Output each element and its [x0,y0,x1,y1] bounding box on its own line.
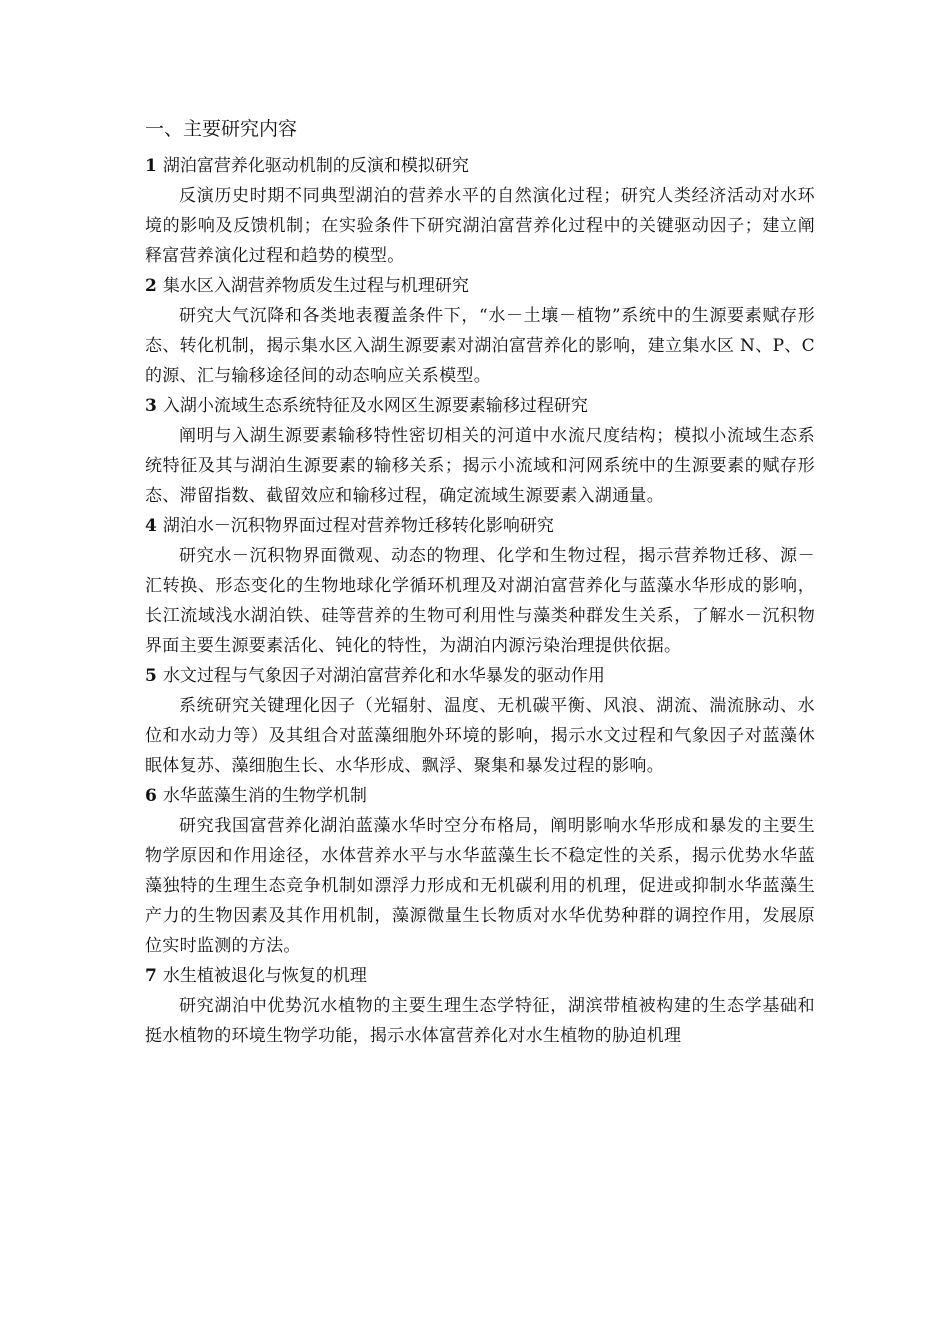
section-heading [145,511,815,541]
section-title: 入湖小流域生态系统特征及水网区生源要素输移过程研究 [162,396,588,416]
section-heading [145,661,815,691]
section-1 [145,151,815,271]
section-2 [145,271,815,391]
section-paragraph: 研究水－沉积物界面微观、动态的物理、化学和生物过程，揭示营养物迁移、源－汇转换、形态变化的生物地球化学循环机理及对湖泊富营养化与蓝藻水华形成的影响，长江流域浅水湖泊铁、硅等营养的生物可利用性与藻类种群发生关系，了解水－沉积物界面主要生源要素活化、钝化的特性，为湖泊内源污染治理提供依据。 [145,546,815,656]
section-title: 水文过程与气象因子对湖泊富营养化和水华暴发的驱动作用 [162,666,605,686]
section-heading [145,271,815,301]
section-number: 1 [145,156,157,176]
section-paragraph: 研究湖泊中优势沉水植物的主要生理生态学特征，湖滨带植被构建的生态学基础和挺水植物的环境生物学功能，揭示水体富营养化对水生植物的胁迫机理 [145,996,815,1046]
section-number: 3 [145,396,157,416]
section-3 [145,391,815,511]
section-title: 集水区入湖营养物质发生过程与机理研究 [162,276,469,296]
section-paragraph: 反演历史时期不同典型湖泊的营养水平的自然演化过程；研究人类经济活动对水环境的影响及反馈机制；在实验条件下研究湖泊富营养化过程中的关键驱动因子；建立阐释富营养演化过程和趋势的模型。 [145,186,815,266]
section-number: 2 [145,276,157,296]
section-title: 湖泊富营养化驱动机制的反演和模拟研究 [162,156,469,176]
section-paragraph: 阐明与入湖生源要素输移特性密切相关的河道中水流尺度结构；模拟小流域生态系统特征及其与湖泊生源要素的输移关系；揭示小流域和河网系统中的生源要素的赋存形态、滞留指数、截留效应和输移过程，确定流域生源要素入湖通量。 [145,426,815,506]
section-heading [145,781,815,811]
section-4 [145,511,815,661]
section-paragraph: 研究大气沉降和各类地表覆盖条件下，“水－土壤－植物”系统中的生源要素赋存形态、转化机制，揭示集水区入湖生源要素对湖泊富营养化的影响，建立集水区 N、P、C 的源、汇与输移途径间的动态响应关系模型。 [145,306,815,386]
section-5 [145,661,815,781]
section-heading [145,391,815,421]
section-7 [145,961,815,1051]
section-6 [145,781,815,961]
section-number: 5 [145,666,157,686]
section-title: 湖泊水－沉积物界面过程对营养物迁移转化影响研究 [162,516,554,536]
section-heading [145,151,815,181]
section-number: 4 [145,516,157,536]
section-paragraph: 研究我国富营养化湖泊蓝藻水华时空分布格局，阐明影响水华形成和暴发的主要生物学原因和作用途径，水体营养水平与水华蓝藻生长不稳定性的关系，揭示优势水华蓝藻独特的生理生态竞争机制如漂浮力形成和无机碳利用的机理，促进或抑制水华蓝藻生产力的生物因素及其作用机制，藻源微量生长物质对水华优势种群的调控作用，发展原位实时监测的方法。 [145,816,815,956]
section-number: 7 [145,966,157,986]
main-heading: 一、主要研究内容 [145,118,298,140]
section-paragraph: 系统研究关键理化因子（光辐射、温度、无机碳平衡、风浪、湖流、湍流脉动、水位和水动力等）及其组合对蓝藻细胞外环境的影响，揭示水文过程和气象因子对蓝藻休眠体复苏、藻细胞生长、水华形成、飘浮、聚集和暴发过程的影响。 [145,696,815,776]
section-heading [145,961,815,991]
section-title: 水生植被退化与恢复的机理 [162,966,367,986]
section-title: 水华蓝藻生消的生物学机制 [162,786,367,806]
section-number: 6 [145,786,157,806]
